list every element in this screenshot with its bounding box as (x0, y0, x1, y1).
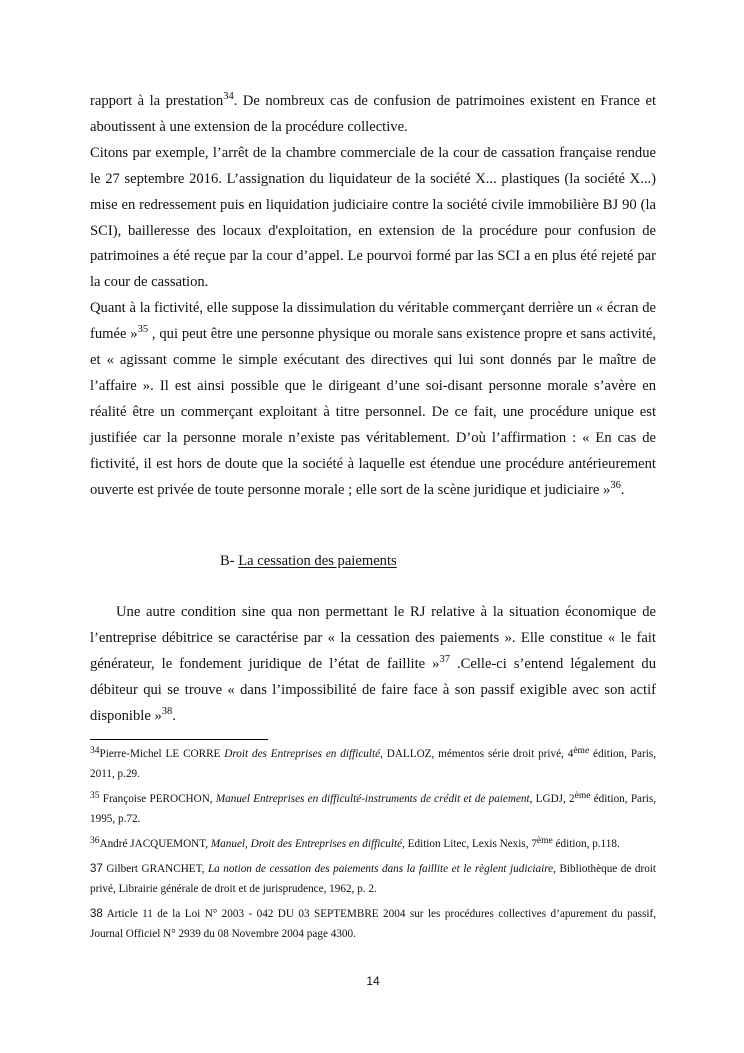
section-heading: B- La cessation des paiements (220, 553, 397, 569)
footnote-ref-38: 38 (161, 705, 173, 717)
footnote-37: 37 Gilbert GRANCHET, La notion de cessation des paiements dans la faillite et le règlent judiciaire, Bibliothèque de droit privé, Librairie générale de droit et de jurisprudence, 1962, p. 2. (90, 863, 657, 895)
page-number: 14 (366, 974, 380, 988)
paragraph-confusion-end: rapport à la prestation$^{34}$. De nombreux cas de confusion de patrimoines existent en France et aboutissent à une extension de la procédure collective. (90, 91, 656, 135)
footnote-ref-37: 37 (439, 653, 450, 665)
footnote-35: $^{35}$ Françoise PEROCHON, Manuel Entreprises en difficulté-instruments de crédit et de paiement, LGDJ, 2ème édition, Paris, 1995, p.72. (90, 791, 656, 825)
footnote-ref-34: 34 (223, 91, 234, 102)
paragraph-fictivite: Quant à la fictivité, elle suppose la dissimulation du véritable commerçant derrière un « écran de fumée »$^{35}$ , qui peut être une personne physique ou morale sans existence propre et sans activité, et « agissant comme le simple exécutant des directives qui lui sont donnés par le maître de l’affaire ». Il est ainsi possible que le dirigeant d’une soi-disant personne morale s’avère en réalité être un commerçant exploitant à titre personnel. De ce fait, une procédure unique est justifiée car la personne morale n’existe pas véritablement. D’où l’affirmation : « En cas de fictivité, il est hors de doute que la société à laquelle est étendue une procédure antérieurement ouverte est privée de toute personne morale ; elle sort de la scène juridique et judiciaire »$^{36}$. (90, 300, 656, 498)
section-title: La cessation des paiements (238, 553, 397, 569)
footnote-ref-35: 35 (137, 324, 149, 336)
paragraph-example: Citons par exemple, l’arrêt de la chambre commerciale de la cour de cassation française rendue le 27 septembre 2016. L’assignation du liquidateur de la société X... plastiques (la société X...) mise en redressement puis en liquidation judiciaire contre la société civile immobilière BJ 90 (la SCI), bailleresse des locaux d'exploitation, en extension de la procédure pour confusion de patrimoines a été reçue par la cour d’appel. Le pourvoi formé par las SCI a en plus été rejeté par la cour de cassation. (90, 144, 656, 291)
paragraph-cessation: Une autre condition sine qua non permettant le RJ relative à la situation économique de l’entreprise débitrice se caractérise par « la cessation des paiements ». Elle constitue « le fait générateur, le fondement juridique de l’état de faillite »$^{37}$ .Celle-ci s’entend légalement du débiteur qui se trouve « dans l’impossibilité de faire face à son passif exigible avec son actif disponible »$^{38}$. (90, 604, 656, 724)
body-text (90, 89, 656, 504)
footnote-34: $^{34}$Pierre-Michel LE CORRE Droit des Entreprises en difficulté, DALLOZ, mémentos série droit privé, 4ème édition, Paris, 2011, p.29. (90, 746, 656, 780)
footnote-separator (90, 739, 268, 740)
footnote-36: $^{36}$André JACQUEMONT, Manuel, Droit des Entreprises en difficulté, Edition Litec, Lexis Nexis, 7ème édition, p.118. (90, 836, 620, 850)
footnote-38: 38 Article 11 de la Loi N° 2003 - 042 DU 03 SEPTEMBRE 2004 sur les procédures collectives d’apurement du passif, Journal Officiel N° 2939 du 08 Novembre 2004 page 4300. (90, 908, 656, 940)
footnote-ref-36: 36 (610, 479, 621, 491)
footnotes (90, 744, 656, 949)
